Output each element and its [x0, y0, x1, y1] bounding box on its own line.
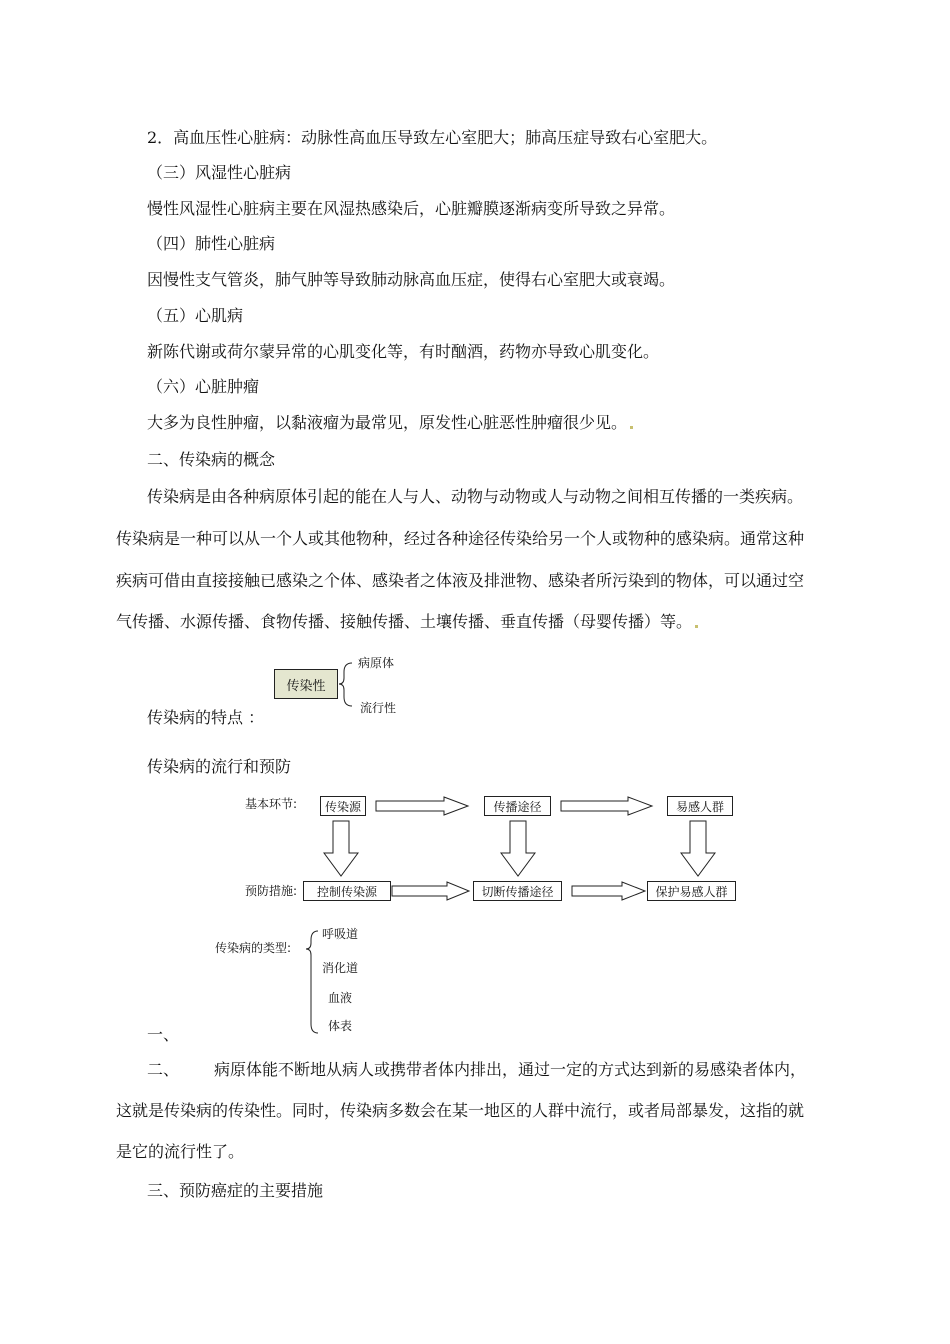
paragraph-line: 这就是传染病的传染性。同时，传染病多数会在某一地区的人群中流行，或者局部暴发，这指的就: [116, 1101, 805, 1120]
item-one-label: 一、: [147, 1025, 180, 1044]
arrow-right-3: [392, 882, 469, 900]
subheading: （三）风湿性心脏病: [147, 163, 292, 182]
arrow-right-4: [572, 882, 645, 900]
prevention-label: 传染病的流行和预防: [147, 757, 292, 776]
branch-pathogen: 病原体: [358, 656, 395, 670]
type-blood: 血液: [328, 991, 353, 1005]
cut-route-box: 切断传播途径: [473, 881, 562, 901]
infection-source-box: 传染源: [320, 796, 366, 816]
paragraph-line: 传染病是由各种病原体引起的能在人与人、动物与动物或人与动物之间相互传播的一类疾病。: [147, 487, 804, 506]
features-label: 传染病的特点 ：: [147, 708, 265, 727]
arrow-down-2: [501, 821, 535, 876]
subheading: （六）心脏肿瘤: [147, 377, 260, 396]
paragraph-line: 是它的流行性了。: [116, 1142, 245, 1161]
type-respiratory: 呼吸道: [322, 927, 359, 941]
section-heading: 三、预防癌症的主要措施: [147, 1181, 324, 1200]
text-line: 2．高血压性心脏病：动脉性高血压导致左心室肥大；肺高压症导致右心室肥大。: [147, 128, 718, 147]
features-brace: [339, 663, 352, 706]
prevention-measures-label: 预防措施:: [245, 884, 298, 898]
text-line: 因慢性支气管炎，肺气肿等导致肺动脉高血压症，使得右心室肥大或衰竭。: [147, 270, 676, 289]
types-label: 传染病的类型:: [215, 941, 292, 955]
text-line: 慢性风湿性心脏病主要在风湿热感染后，心脏瓣膜逐渐病变所导致之异常。: [147, 199, 676, 218]
type-body-surface: 体表: [328, 1019, 353, 1033]
susceptible-group-box: 易感人群: [667, 796, 733, 816]
arrow-right-1: [376, 797, 468, 815]
transmission-route-box: 传播途径: [484, 796, 551, 816]
paragraph-line: 气传播、水源传播、食物传播、接触传播、土壤传播、垂直传播（母婴传播）等。: [116, 612, 698, 632]
types-brace: [306, 931, 318, 1033]
text-line: 大多为良性肿瘤，以黏液瘤为最常见，原发性心脏恶性肿瘤很少见。: [147, 413, 633, 433]
branch-epidemic: 流行性: [360, 701, 397, 715]
type-digestive: 消化道: [322, 961, 359, 975]
control-source-box: 控制传染源: [303, 881, 391, 901]
arrow-down-3: [681, 821, 715, 876]
item-two-number: 二、: [147, 1060, 180, 1079]
contagious-box: 传染性: [274, 669, 338, 699]
paragraph-line: 疾病可借由直接接触已感染之个体、感染者之体液及排泄物、感染者所污染到的物体，可以通过空: [116, 571, 805, 590]
arrow-down-1: [324, 821, 358, 876]
arrow-right-2: [561, 797, 652, 815]
paragraph-line: 传染病是一种可以从一个人或其他物种，经过各种途径传染给另一个人或物种的感染病。通常这种: [116, 529, 805, 548]
paragraph-line: 病原体能不断地从病人或携带者体内排出，通过一定的方式达到新的易感染者体内，: [214, 1060, 807, 1079]
subheading: （四）肺性心脏病: [147, 234, 276, 253]
protect-group-box: 保护易感人群: [647, 881, 736, 901]
text-line: 新陈代谢或荷尔蒙异常的心肌变化等，有时酗酒，药物亦导致心肌变化。: [147, 342, 660, 361]
subheading: （五）心肌病: [147, 306, 244, 325]
section-heading: 二、传染病的概念: [147, 450, 276, 469]
basic-links-label: 基本环节:: [245, 797, 298, 811]
